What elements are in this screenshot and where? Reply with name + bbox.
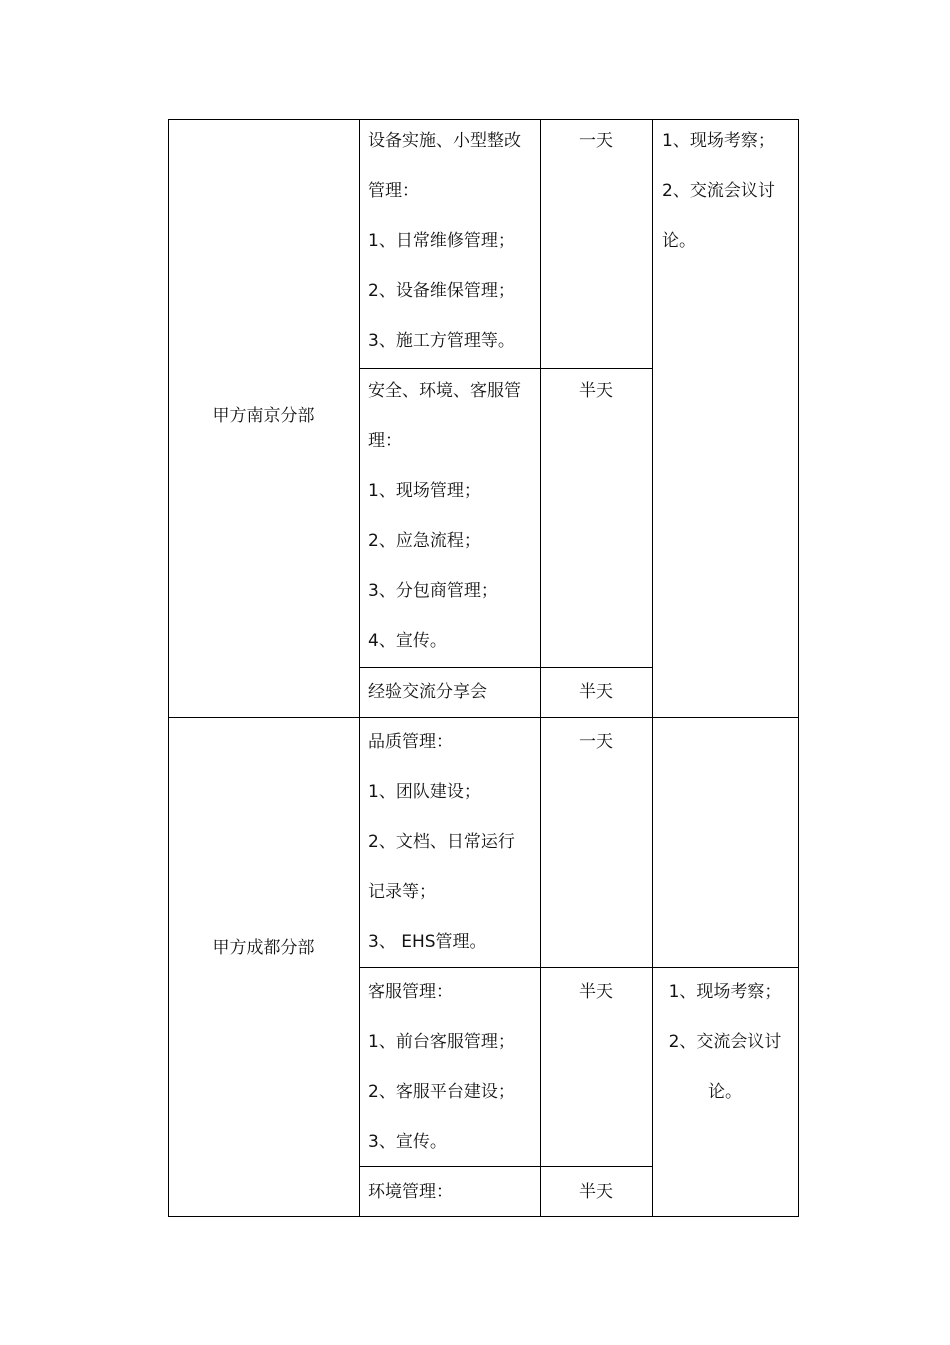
- content-cell: [368, 371, 540, 671]
- content-line: 4、宣传。: [368, 631, 447, 651]
- duration-cell: [540, 371, 652, 421]
- method-line: 1、现场考察；: [668, 982, 782, 1002]
- content-cell: [368, 972, 540, 1172]
- content-line: 1、前台客服管理；: [368, 1032, 515, 1052]
- table-border-right: [798, 119, 799, 1217]
- method-cell: [662, 121, 798, 271]
- department-cell: 甲方南京分部: [212, 406, 315, 426]
- content-line: 2、客服平台建设；: [368, 1082, 515, 1102]
- duration-cell: [540, 972, 652, 1022]
- content-line: 3、分包商管理；: [368, 581, 498, 601]
- content-line: 品质管理：: [368, 732, 453, 752]
- method-line: 论。: [708, 1082, 742, 1102]
- content-line: 3、 EHS管理。: [368, 932, 487, 952]
- duration-cell: [540, 1172, 652, 1222]
- content-cell: [368, 722, 540, 972]
- content-line: 1、团队建设；: [368, 782, 481, 802]
- content-line: 管理：: [368, 181, 419, 201]
- duration-text: 半天: [579, 381, 613, 401]
- content-line: 2、设备维保管理；: [368, 281, 515, 301]
- duration-cell: [540, 722, 652, 772]
- method-line: 2、交流会议讨: [662, 181, 775, 201]
- method-line: 论。: [662, 231, 696, 251]
- duration-cell: [540, 672, 652, 722]
- table-border-top: [168, 119, 799, 120]
- schedule-table: [168, 119, 799, 1217]
- duration-text: 半天: [579, 682, 613, 702]
- content-line: 客服管理：: [368, 982, 453, 1002]
- content-line: 经验交流分享会: [368, 682, 487, 702]
- content-line: 安全、环境、客服管: [368, 381, 521, 401]
- duration-text: 半天: [579, 1182, 613, 1202]
- content-line: 3、施工方管理等。: [368, 331, 515, 351]
- content-line: 理：: [368, 431, 402, 451]
- content-line: 记录等；: [368, 882, 436, 902]
- duration-text: 半天: [579, 982, 613, 1002]
- content-line: 1、现场管理；: [368, 481, 481, 501]
- content-line: 3、宣传。: [368, 1132, 447, 1152]
- method-line: 1、现场考察；: [662, 131, 775, 151]
- method-cell: [652, 972, 798, 1122]
- method-line: 2、交流会议讨: [668, 1032, 782, 1052]
- content-line: 环境管理：: [368, 1182, 453, 1202]
- content-line: 2、文档、日常运行: [368, 832, 515, 852]
- table-border-left: [168, 119, 169, 1217]
- content-cell: [368, 1172, 540, 1222]
- content-line: 设备实施、小型整改: [368, 131, 521, 151]
- duration-cell: [540, 121, 652, 171]
- duration-text: 一天: [579, 131, 613, 151]
- content-cell: [368, 672, 540, 722]
- duration-text: 一天: [579, 732, 613, 752]
- content-line: 1、日常维修管理；: [368, 231, 515, 251]
- column-divider: [359, 119, 360, 1217]
- department-cell: 甲方成都分部: [212, 938, 315, 958]
- content-line: 2、应急流程；: [368, 531, 481, 551]
- column-divider: [540, 119, 541, 1217]
- content-cell: [368, 121, 540, 371]
